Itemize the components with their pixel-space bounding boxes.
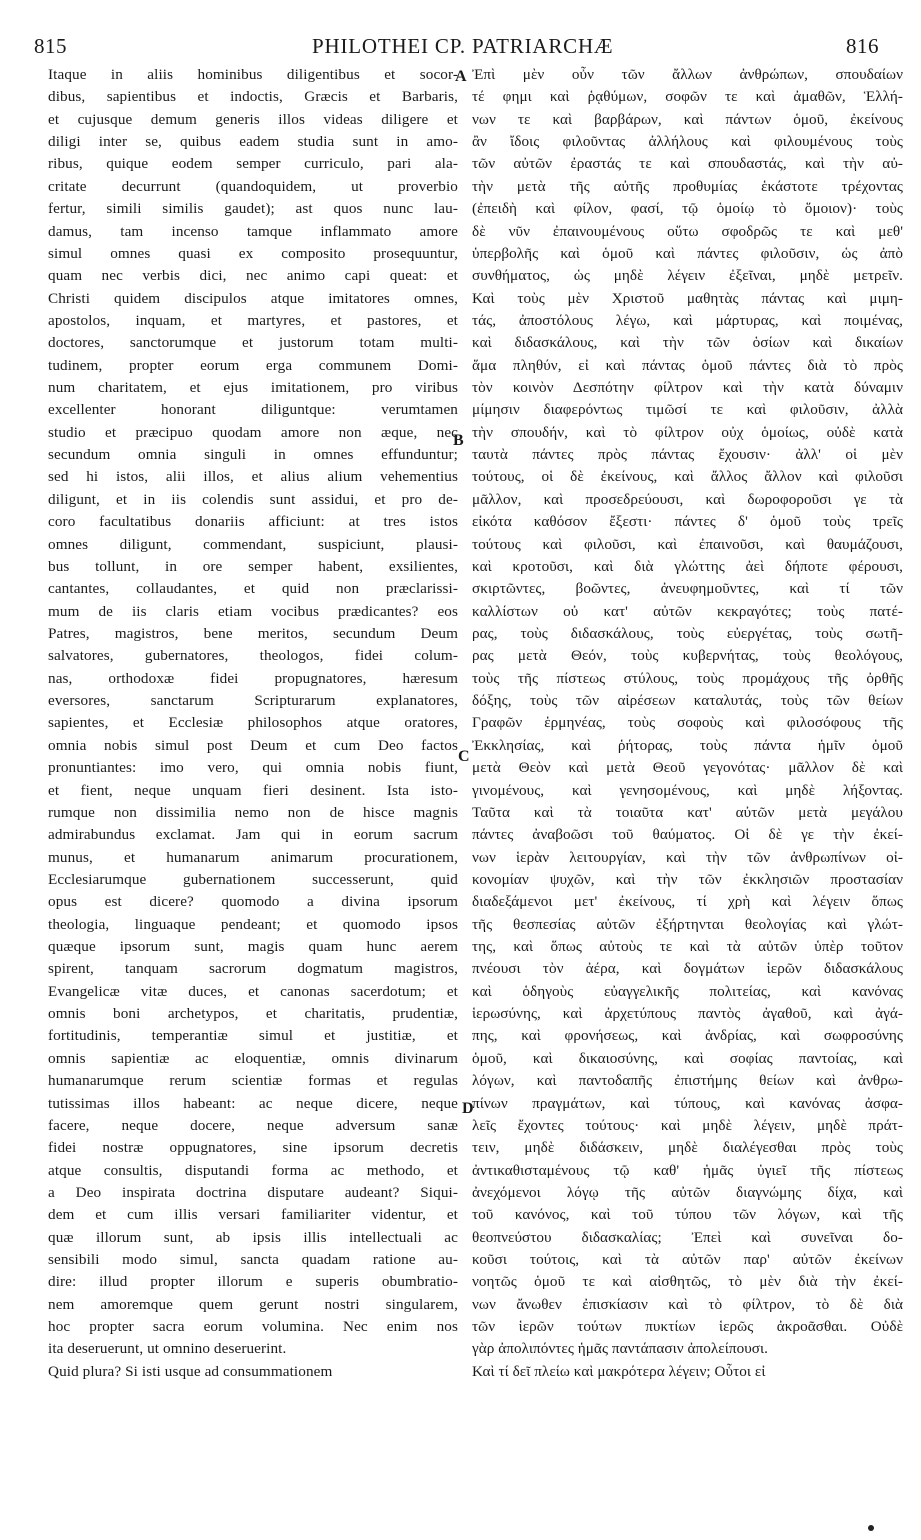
greek-line: ἅμα πληθύν, εἰ καὶ πάντας ὁμοῦ πάντες διὰ τὸ πρὸς: [472, 356, 903, 374]
latin-line: et cujusque demum generis illos videas diligere et: [48, 110, 458, 128]
latin-line: secundum omnia singuli in omnes effunduntur;: [48, 446, 458, 464]
margin-letter-d: D: [462, 1100, 474, 1117]
latin-line: num charitatem, et ejus imitationem, pro viribus: [48, 379, 458, 397]
latin-line: simul omnes quasi ex composito prosequuntur,: [48, 244, 458, 262]
margin-letter-a: A: [455, 68, 467, 85]
latin-line: et fient, neque unquam fieri desinent. Ista isto-: [48, 781, 458, 799]
greek-line: κοῦσι τούτοις, καὶ τὰ αὐτῶν παρ' αὐτῶν ἐκείνων: [472, 1251, 903, 1269]
greek-line: ρας, τοὺς διδασκάλους, τοὺς εὐεργέτας, τοὺς σωτῆ-: [472, 624, 903, 642]
latin-line: critate decurrunt (quandoquidem, ut proverbio: [48, 177, 458, 195]
latin-line: pronuntiantes: imo vero, qui omnia nobis fiunt,: [48, 759, 458, 777]
greek-line: ἀντικαθισταμένους τῷ καθ' ἡμᾶς ὑγιεῖ τῆς πίστεως: [472, 1161, 903, 1179]
page-number-left: 815: [34, 34, 67, 58]
page-number-right: 816: [846, 34, 879, 58]
greek-line: εἰκότα καθόσον ἔξεστι· πάντες δ' ὁμοῦ τοὺς τρεῖς: [472, 513, 903, 531]
latin-line: fertur, simili similis gaudet); ast quos nunc lau-: [48, 200, 458, 218]
latin-line: quam nec verbis dici, nec animo capi queat: et: [48, 267, 458, 285]
greek-line: (ἐπειδὴ καὶ φίλον, φασί, τῷ ὁμοίῳ τὸ ὅμοιον)· τοὺς: [472, 200, 903, 218]
greek-line: πης, καὶ φρονήσεως, καὶ ἀνδρίας, καὶ σωφροσύνης: [472, 1027, 903, 1045]
latin-line: salvatores, gubernatores, theologos, fidei colum-: [48, 647, 458, 665]
greek-line: πνέουσι τὸν ἀέρα, καὶ δογμάτων ἱερῶν διδασκάλους: [472, 960, 903, 978]
greek-line: γινομένους, καὶ γενησομένους, καὶ μηδὲ λήξοντας.: [472, 781, 903, 799]
greek-line: τῶν ἱερῶν τούτων πυκτίων ἱερῶς ἀκροᾶσθαι. Οὐδὲ: [472, 1318, 903, 1336]
greek-line: λεῖς ἔχοντες τούτους· καὶ μηδὲ λέγειν, μηδὲ πράτ-: [472, 1116, 903, 1134]
latin-column: [48, 64, 458, 1383]
greek-line: νων ἱερὰν λειτουργίαν, καὶ τὴν τῶν ἀνθρωπίνων οἰ-: [472, 848, 903, 866]
latin-line: quæ illorum sunt, ab ipsis illis intellectuali ac: [48, 1228, 458, 1246]
greek-line: τὴν σπουδήν, καὶ τὸ φίλτρον οὐχ ὁμοίως, οὐδὲ κατὰ: [472, 423, 903, 441]
greek-line: τειν, μηδὲ διδάσκειν, μηδὲ διαλέγεσθαι πρὸς τοὺς: [472, 1139, 903, 1157]
greek-line: τέ φημι καὶ ῥᾳθύμων, σοφῶν τε καὶ ἀμαθῶν, Ἑλλή-: [472, 88, 903, 106]
latin-line: studio et præcipuo quodam amore non æque, nec: [48, 423, 458, 441]
latin-line: dibus, sapientibus et indoctis, Græcis et Barbaris,: [48, 88, 458, 106]
margin-letter-b: B: [453, 432, 464, 449]
greek-line: δόξης, τοὺς τῶν αἱρέσεων καταλυτάς, τοὺς τῶν θείων: [472, 692, 903, 710]
latin-line: theologia, linguaque pendeant; et quomodo ipsos: [48, 915, 458, 933]
latin-line: spirent, tanquam sacrorum dogmatum magistros,: [48, 960, 458, 978]
greek-line: Γραφῶν ἑρμηνέας, τοὺς σοφοὺς καὶ φιλοσόφους τῆς: [472, 714, 903, 732]
greek-line: πάντες ἀναβοῶσι τοῦ θαύματος. Οἱ δὲ γε τὴν ἐκεί-: [472, 826, 903, 844]
greek-line: δὲ νῦν ἐπαινουμένους οὕτω σφοδρῶς τε καὶ μεθ': [472, 222, 903, 240]
latin-line: ita deseruerunt, ut omnino deseruerint.: [48, 1340, 287, 1358]
greek-line: νων ἄνωθεν ἐπισκίασιν καὶ τὸ φίλτρον, τὸ δὲ διὰ: [472, 1295, 903, 1313]
latin-line: Itaque in aliis hominibus diligentibus et socor-: [48, 66, 458, 83]
greek-line: τάς, ἀποστόλους λέγω, καὶ μάρτυρας, καὶ ποιμένας,: [472, 311, 903, 329]
latin-line: opus est dicere? quomodo a divina ipsorum: [48, 893, 458, 911]
latin-line: tudinem, propter eorum erga communem Domi-: [48, 356, 458, 374]
margin-letter-c: C: [458, 748, 470, 765]
latin-line: nem amoremque quem gerunt nostri singularem,: [48, 1295, 458, 1313]
latin-line: excellenter honorant diliguntque: verumtamen: [48, 401, 458, 419]
latin-line: apostolos, inquam, et martyres, et pastores, et: [48, 311, 458, 329]
greek-line: θεοπνεύστου διδασκαλίας; Ἐπεὶ καὶ συνεῖναι δο-: [472, 1228, 903, 1246]
latin-line: coro facultatibus donariis afficiunt: at tres istos: [48, 513, 458, 531]
greek-line: σκιρτῶντες, βοῶντες, ἀνευφημοῦντες, καὶ τί τῶν: [472, 580, 903, 598]
greek-column: [472, 64, 903, 1383]
greek-line: τῆς θεσπεσίας αὐτῶν ἐξήρτηνται θεολογίας καὶ γλώτ-: [472, 915, 903, 933]
running-title: PHILOTHEI CP. PATRIARCHÆ: [312, 34, 614, 58]
greek-line: Ἐπὶ μὲν οὖν τῶν ἄλλων ἀνθρώπων, σπουδαίων: [472, 66, 903, 83]
greek-line: καλλίστων οὐ κατ' αὐτῶν κεκραγότες; τοὺς πατέ-: [472, 602, 903, 620]
latin-line: admirabundus exclamat. Jam qui in eorum sacrum: [48, 826, 458, 844]
greek-line: Ταῦτα καὶ τὰ τοιαῦτα κατ' αὐτῶν μετὰ μεγάλου: [472, 803, 903, 821]
greek-line: τῶν αὐτῶν ἐραστάς τε καὶ σπουδαστάς, καὶ τὴν αὐ-: [472, 155, 903, 173]
greek-line: ὁμοῦ, καὶ δικαιοσύνης, καὶ σοφίας παντοίας, καὶ: [472, 1049, 903, 1067]
latin-line: atque consultis, disputandi forma ac methodo, et: [48, 1161, 458, 1179]
greek-line: Καὶ τοὺς μὲν Χριστοῦ μαθητὰς πάντας καὶ μιμη-: [472, 289, 903, 307]
greek-line: τοὺς τῆς πίστεως στύλους, τοὺς προμάχους τῆς ὀρθῆς: [472, 669, 903, 687]
latin-line: Evangelicæ vitæ duces, et canonas sacerdotum; et: [48, 982, 458, 1000]
latin-line: rumque non dissimilia nemo non de hisce magnis: [48, 803, 458, 821]
latin-line: tutissimas illos habeant: ac neque dicere, neque: [48, 1094, 458, 1112]
latin-line: hoc propter sacra eorum volumina. Nec enim nos: [48, 1318, 458, 1336]
ink-speck: [868, 1525, 874, 1531]
latin-line: dire: illud propter illorum e superis obumbratio-: [48, 1273, 458, 1291]
greek-line: καὶ κροτοῦσι, καὶ διὰ γλώττης ἀεὶ δήποτε φέρουσι,: [472, 557, 903, 575]
greek-line: τοῦ κανόνος, καὶ τοῦ τύπου τῶν λόγων, καὶ τῆς: [472, 1206, 903, 1224]
greek-line: γὰρ ἀπολιπόντες ἡμᾶς παντάπασιν ἀπολείπουσι.: [472, 1340, 769, 1358]
latin-line: sed hi istos, alii illos, et alius alium vehementius: [48, 468, 458, 486]
latin-line: munus, et humanarum animarum procurationem,: [48, 848, 458, 866]
greek-line: μετὰ Θεὸν καὶ μετὰ Θεοῦ γεγονότας· μᾶλλον δὲ καὶ: [472, 759, 903, 777]
latin-line: omnia nobis simul post Deum et cum Deo factos: [48, 736, 458, 754]
greek-line: διαδεξάμενοι μετ' ἐκείνους, τί χρὴ καὶ λέγειν ὅπως: [472, 893, 903, 911]
latin-line: Quid plura? Si isti usque ad consummationem: [48, 1362, 333, 1380]
greek-line: συνθήματος, ὡς μηδὲ λέγειν ἐξεῖναι, μηδὲ μετρεῖν.: [472, 267, 903, 285]
greek-line: νοητῶς ὁμοῦ τε καὶ αἰσθητῶς, τὸ μὲν διὰ τὴν ἐκεί-: [472, 1273, 903, 1291]
latin-line: cantantes, collaudantes, et quid non præclarissi-: [48, 580, 458, 598]
latin-line: dem et cum illis versari familiariter videntur, et: [48, 1206, 458, 1224]
greek-line: ἂν ἴδοις φιλοῦντας ἀλλήλους καὶ φιλουμένους τοὺς: [472, 133, 903, 151]
greek-line: καὶ διδασκάλους, καὶ τὴν τῶν ὁσίων καὶ δικαίων: [472, 334, 903, 352]
greek-line: της, καὶ ὅπως αὐτοὺς τε καὶ τὰ αὐτῶν ὑπὲρ τοῦτον: [472, 938, 903, 956]
latin-line: omnes diligunt, commendant, suspiciunt, plausi-: [48, 535, 458, 553]
latin-line: a Deo inspirata doctrina disputare audeant? Siqui-: [48, 1183, 458, 1201]
greek-line: νων τε καὶ βαρβάρων, καὶ πάντων ὁμοῦ, ἐκείνους: [472, 110, 903, 128]
greek-line: τούτους καὶ φιλοῦσι, καὶ ἐπαινοῦσι, καὶ θαυμάζουσι,: [472, 535, 903, 553]
greek-line: καὶ ὁδηγοὺς εὐαγγελικῆς πολιτείας, καὶ κανόνας: [472, 982, 903, 1000]
greek-line: πίνων πραγμάτων, καὶ τύπους, καὶ κανόνας ἀσφα-: [472, 1094, 903, 1112]
latin-line: omnis boni archetypos, et charitatis, prudentiæ,: [48, 1005, 458, 1023]
latin-line: fortitudinis, temperantiæ simul et justitiæ, et: [48, 1027, 458, 1045]
greek-line: λόγων, καὶ παντοδαπῆς ἐπιστήμης θείων καὶ ἀνθρω-: [472, 1072, 903, 1090]
latin-line: fidei nostræ oppugnatores, sine ipsorum decretis: [48, 1139, 458, 1157]
greek-line: ταυτὰ πάντες πρὸς πάντας ἔχουσιν· ἀλλ' οἱ μὲν: [472, 446, 903, 464]
latin-line: sensibili modo simul, sancta quadam ratione au-: [48, 1251, 458, 1269]
latin-line: quæque ipsorum sunt, magis quam hunc aerem: [48, 938, 458, 956]
greek-line: ἱερωσύνης, καὶ ἀρχετύπους παντὸς ἀγαθοῦ, καὶ ἀγά-: [472, 1005, 903, 1023]
greek-line: τὴν μετὰ τῆς αὐτῆς προθυμίας ἑκάστοτε τρέχοντας: [472, 177, 903, 195]
greek-line: μίμησιν διαφερόντως τιμῶσί τε καὶ φιλοῦσιν, ἀλλὰ: [472, 401, 903, 419]
latin-line: nas, orthodoxæ fidei propugnatores, hæresum: [48, 669, 458, 687]
greek-line: Ἐκκλησίας, καὶ ῥήτορας, τοὺς πάντα ἡμῖν ὁμοῦ: [472, 736, 903, 754]
latin-line: mum de iis claris etiam vocibus prædicantes? eos: [48, 602, 458, 620]
latin-line: omnis sapientiæ ac eloquentiæ, omnis divinarum: [48, 1049, 458, 1067]
greek-line: τὸν κοινὸν Δεσπότην φίλτρον καὶ τὴν κατὰ δύναμιν: [472, 379, 903, 397]
greek-line: ὑπερβολῆς καὶ ὁμοῦ καὶ πάντες φιλοῦσιν, ὡς ἀπὸ: [472, 244, 903, 262]
latin-line: diligi inter se, quibus eadem studia sunt in amo-: [48, 133, 458, 151]
latin-line: ribus, quique eodem semper curriculo, pari ala-: [48, 155, 458, 173]
latin-line: damus, tam incenso tamque inflammato amore: [48, 222, 458, 240]
latin-line: Patres, magistros, bene meritos, secundum Deum: [48, 624, 458, 642]
latin-line: facere, neque docere, neque adversum sanæ: [48, 1116, 458, 1134]
greek-line: ρας μετὰ Θεόν, τοὺς κυβερνήτας, τοὺς θεολόγους,: [472, 647, 903, 665]
latin-line: Ecclesiarumque gubernationem successerunt, quid: [48, 870, 458, 888]
greek-line: ἀνεχόμενοι λόγῳ τῆς αὐτῶν διαγνώμης δίχα, καὶ: [472, 1183, 903, 1201]
greek-line: τούτους, οἱ δὲ ἐκείνους, καὶ ἄλλος ἄλλον καὶ φιλοῦσι: [472, 468, 903, 486]
latin-line: doctores, sanctorumque et justorum totam multi-: [48, 334, 458, 352]
greek-line: μᾶλλον, καὶ προσεδρεύουσι, καὶ δωροφοροῦσι γε τὰ: [472, 490, 903, 508]
greek-line: Καὶ τί δεῖ πλείω καὶ μακρότερα λέγειν; Οὗτοι εἰ: [472, 1362, 766, 1380]
latin-line: humanarumque rerum scientiæ formas et regulas: [48, 1072, 458, 1090]
latin-line: Christi quidem discipulos atque imitatores omnes,: [48, 289, 458, 307]
greek-line: κονομίαν ψυχῶν, καὶ τὴν τῶν ἐκκλησιῶν προστασίαν: [472, 870, 903, 888]
latin-line: bus tollunt, in ore semper habent, exsilientes,: [48, 557, 458, 575]
latin-line: sapientes, et Ecclesiæ philosophos atque oratores,: [48, 714, 458, 732]
latin-line: diligunt, et in iis colendis sunt assidui, et pro de-: [48, 490, 458, 508]
latin-line: eversores, sanctarum Scripturarum explanatores,: [48, 692, 458, 710]
